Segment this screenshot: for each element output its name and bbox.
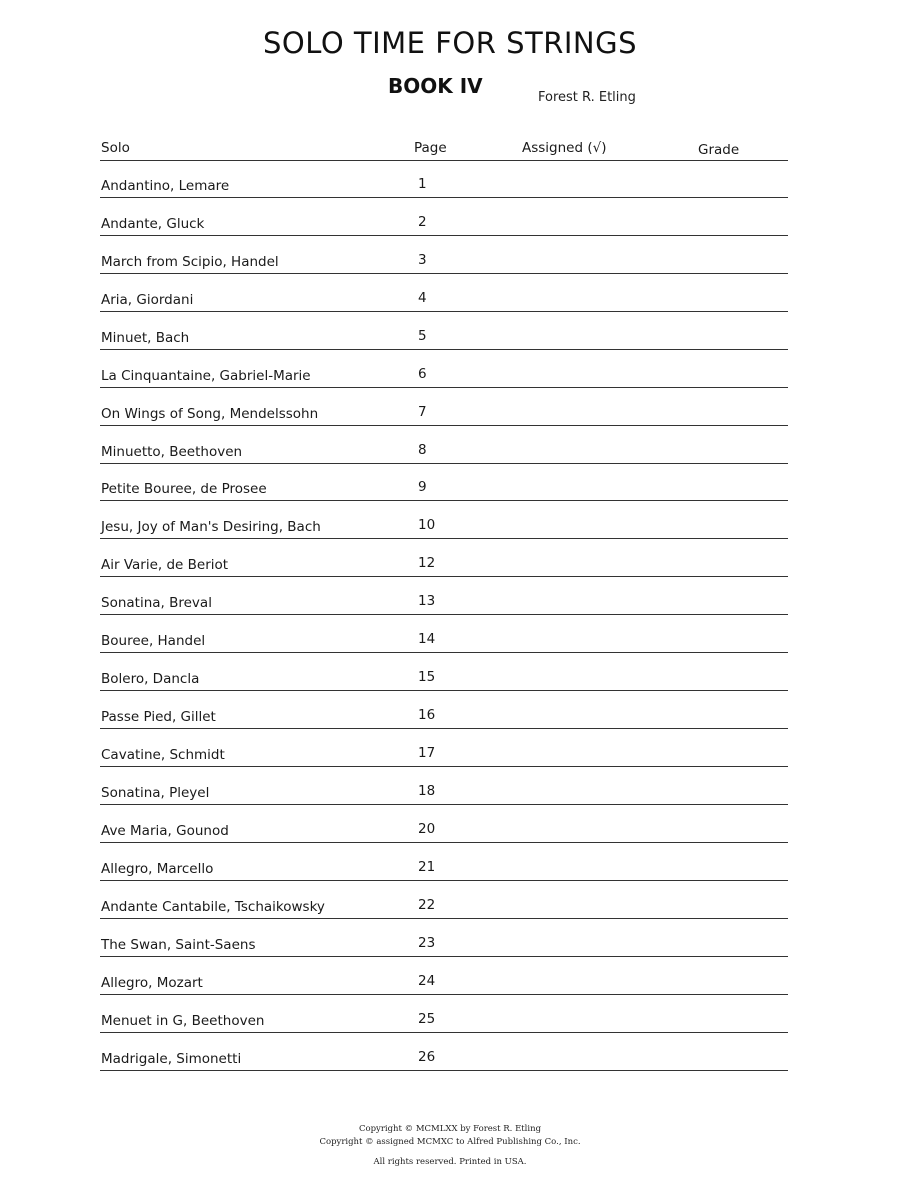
solo-title: Minuet, Bach <box>101 329 190 346</box>
table-row <box>100 957 788 995</box>
grade-field[interactable] <box>680 919 780 956</box>
page-number: 9 <box>418 479 427 496</box>
solo-title: Air Varie, de Beriot <box>101 557 229 574</box>
grade-field[interactable] <box>680 160 780 197</box>
page-number: 24 <box>418 972 436 989</box>
solo-title: Aria, Giordani <box>101 291 194 308</box>
page-number: 15 <box>418 669 436 686</box>
table-row <box>100 501 788 539</box>
grade-field[interactable] <box>680 274 780 311</box>
page-number: 18 <box>418 782 436 799</box>
page-number: 23 <box>418 934 436 951</box>
page-number: 7 <box>418 403 427 420</box>
solo-title: Menuet in G, Beethoven <box>101 1012 265 1029</box>
book-subtitle: BOOK IV <box>388 74 483 98</box>
solo-title: Jesu, Joy of Man's Desiring, Bach <box>101 519 321 536</box>
page-number: 26 <box>418 1048 436 1065</box>
document-title: SOLO TIME FOR STRINGS <box>262 26 637 60</box>
assigned-field[interactable] <box>510 464 660 501</box>
table-row <box>100 350 788 388</box>
assigned-field[interactable] <box>510 881 660 918</box>
solo-title: Andante Cantabile, Tschaikowsky <box>101 898 325 915</box>
header-page: Page <box>414 140 447 156</box>
assigned-field[interactable] <box>510 577 660 614</box>
table-row <box>100 881 788 919</box>
grade-field[interactable] <box>680 501 780 538</box>
grade-field[interactable] <box>680 843 780 880</box>
table-row <box>100 426 788 464</box>
solo-title: The Swan, Saint-Saens <box>101 936 256 953</box>
assigned-field[interactable] <box>510 1033 660 1070</box>
table-row <box>100 198 788 236</box>
assigned-field[interactable] <box>510 350 660 387</box>
table-row <box>100 577 788 615</box>
solo-title: Allegro, Mozart <box>101 974 203 991</box>
grade-field[interactable] <box>680 729 780 766</box>
grade-field[interactable] <box>680 350 780 387</box>
solo-title: Passe Pied, Gillet <box>101 709 216 726</box>
page-number: 6 <box>418 365 427 382</box>
table-row <box>100 767 788 805</box>
grade-field[interactable] <box>680 198 780 235</box>
header-assigned: Assigned (√) <box>522 140 607 156</box>
page-number: 12 <box>418 555 436 572</box>
table-row <box>100 729 788 767</box>
table-row <box>100 160 788 198</box>
page-number: 10 <box>418 517 436 534</box>
page-number: 5 <box>418 327 427 344</box>
table-row <box>100 805 788 843</box>
grade-field[interactable] <box>680 388 780 425</box>
page-number: 13 <box>418 593 436 610</box>
solo-list <box>100 160 788 1071</box>
grade-field[interactable] <box>680 577 780 614</box>
solo-title: Andantino, Lemare <box>101 177 230 194</box>
page-number: 21 <box>418 858 436 875</box>
solo-title: Allegro, Marcello <box>101 860 214 877</box>
page-number: 16 <box>418 707 436 724</box>
assigned-field[interactable] <box>510 198 660 235</box>
page-number: 14 <box>418 631 436 648</box>
solo-title: On Wings of Song, Mendelssohn <box>101 405 319 422</box>
assigned-field[interactable] <box>510 426 660 463</box>
assigned-field[interactable] <box>510 615 660 652</box>
page-number: 2 <box>418 213 427 230</box>
table-row <box>100 615 788 653</box>
page-number: 22 <box>418 896 436 913</box>
assigned-field[interactable] <box>510 729 660 766</box>
assigned-field[interactable] <box>510 274 660 311</box>
grade-field[interactable] <box>680 691 780 728</box>
copyright-line: Copyright © MCMLXX by Forest R. Etling <box>358 1124 542 1134</box>
assigned-field[interactable] <box>510 691 660 728</box>
page-number: 1 <box>418 175 427 192</box>
assigned-field[interactable] <box>510 805 660 842</box>
grade-field[interactable] <box>680 236 780 273</box>
grade-field[interactable] <box>680 312 780 349</box>
table-row <box>100 312 788 350</box>
assigned-field[interactable] <box>510 312 660 349</box>
grade-field[interactable] <box>680 957 780 994</box>
grade-field[interactable] <box>680 995 780 1032</box>
table-row <box>100 388 788 426</box>
author-name: Forest R. Etling <box>538 90 636 105</box>
copyright-assignment-line: Copyright © assigned MCMXC to Alfred Publishing Co., Inc. <box>319 1137 581 1147</box>
table-row <box>100 653 788 691</box>
assigned-field[interactable] <box>510 236 660 273</box>
grade-field[interactable] <box>680 615 780 652</box>
solo-title: Petite Bouree, de Prosee <box>101 481 267 498</box>
table-row <box>100 1033 788 1071</box>
assigned-field[interactable] <box>510 539 660 576</box>
page-number: 8 <box>418 441 427 458</box>
assigned-field[interactable] <box>510 919 660 956</box>
assigned-field[interactable] <box>510 653 660 690</box>
solo-title: March from Scipio, Handel <box>101 253 279 270</box>
grade-field[interactable] <box>680 767 780 804</box>
page-number: 4 <box>418 289 427 306</box>
solo-title: Bolero, Dancla <box>101 671 200 688</box>
solo-title: Minuetto, Beethoven <box>101 443 243 460</box>
page-number: 3 <box>418 251 427 268</box>
assigned-field[interactable] <box>510 388 660 425</box>
solo-title: Cavatine, Schmidt <box>101 747 225 763</box>
table-row <box>100 539 788 577</box>
table-header <box>100 138 788 161</box>
grade-field[interactable] <box>680 464 780 501</box>
table-row <box>100 236 788 274</box>
header-grade: Grade <box>698 142 740 158</box>
assigned-field[interactable] <box>510 843 660 880</box>
table-row <box>100 843 788 881</box>
table-row <box>100 274 788 312</box>
grade-field[interactable] <box>680 426 780 463</box>
page-number: 17 <box>418 745 436 761</box>
solo-title: Ave Maria, Gounod <box>101 822 229 839</box>
rights-line: All rights reserved. Printed in USA. <box>373 1157 527 1167</box>
header-solo: Solo <box>101 140 130 156</box>
grade-field[interactable] <box>680 805 780 842</box>
assigned-field[interactable] <box>510 995 660 1032</box>
solo-title: La Cinquantaine, Gabriel-Marie <box>101 367 311 384</box>
table-row <box>100 995 788 1033</box>
solo-title: Madrigale, Simonetti <box>101 1050 242 1067</box>
grade-field[interactable] <box>680 881 780 918</box>
solo-title: Sonatina, Breval <box>101 595 212 612</box>
table-row <box>100 464 788 502</box>
page-number: 20 <box>418 820 436 837</box>
grade-field[interactable] <box>680 1033 780 1070</box>
table-row <box>100 919 788 957</box>
solo-title: Andante, Gluck <box>101 215 205 232</box>
assigned-field[interactable] <box>510 957 660 994</box>
assigned-field[interactable] <box>510 160 660 197</box>
table-row <box>100 691 788 729</box>
assigned-field[interactable] <box>510 501 660 538</box>
grade-field[interactable] <box>680 539 780 576</box>
solo-title: Bouree, Handel <box>101 633 206 650</box>
assigned-field[interactable] <box>510 767 660 804</box>
page-number: 25 <box>418 1010 436 1027</box>
grade-field[interactable] <box>680 653 780 690</box>
solo-title: Sonatina, Pleyel <box>101 784 210 801</box>
